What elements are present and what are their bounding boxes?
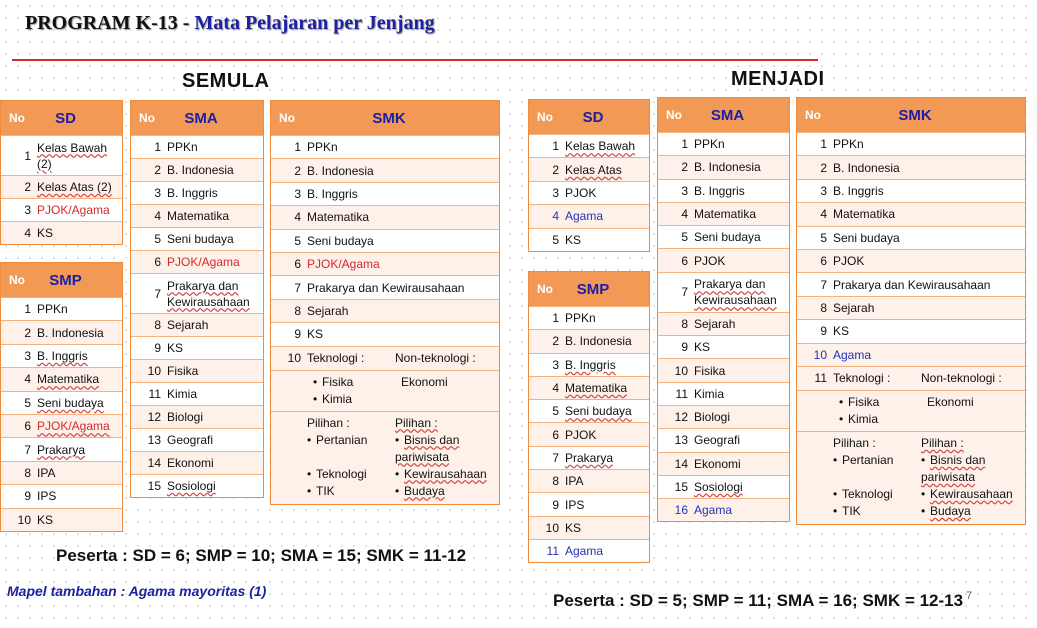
table-row: 12 Biologi bbox=[658, 405, 789, 428]
table-menjadi-sma: No SMA 1 PPKn 2 B. Indonesia 3 B. Inggris 4 Matematika 5 Seni budaya 6 PJOK 7 Prakarya dan Kewirausahaan 8 Sejarah 9 KS 10 Fisika 11 Kimia 12 Biologi 13 Geografi 14 Ekonomi 15 Sosiologi 16 Agama bbox=[657, 97, 790, 522]
table-title: SMA bbox=[710, 106, 745, 124]
table-row: 1 PPKn bbox=[658, 132, 789, 155]
table-row: 11 Kimia bbox=[658, 382, 789, 405]
table-row: 8 Sejarah bbox=[271, 299, 499, 322]
table-menjadi-smp: No SMP 1 PPKn 2 B. Indonesia 3 B. Inggris 4 Matematika 5 Seni budaya 6 PJOK 7 Prakarya 8 IPA 9 IPS 10 KS 11 Agama bbox=[528, 271, 650, 563]
heading-semula: SEMULA bbox=[182, 70, 270, 92]
teknologi-group: 10 Teknologi : Non-teknologi : • Fisika Ekonomi • Kimia Pilihan : Pilihan : • Pertanian • Bisnis dan pariwisata • Teknologi • Kewirausahaan • TIK • Budaya bbox=[271, 346, 499, 504]
table-row: 1 PPKn bbox=[1, 297, 122, 320]
table-row: 8 Sejarah bbox=[658, 312, 789, 335]
table-row: 3 B. Inggris bbox=[1, 344, 122, 367]
table-row: 2 Kelas Atas (2) bbox=[1, 175, 122, 198]
table-row: 13 Geografi bbox=[658, 428, 789, 451]
table-title: SD bbox=[582, 108, 604, 126]
page-title bbox=[25, 12, 435, 35]
table-row: 10 Fisika bbox=[131, 359, 263, 382]
table-row: 4 Matematika bbox=[1, 367, 122, 390]
table-semula-smp: No SMP 1 PPKn 2 B. Indonesia 3 B. Inggris 4 Matematika 5 Seni budaya 6 PJOK/Agama 7 Prakarya 8 IPA 9 IPS 10 KS bbox=[0, 262, 123, 532]
table-row: 2 B. Indonesia bbox=[271, 158, 499, 181]
table-row: 6 PJOK/Agama bbox=[271, 252, 499, 275]
table-row: 3 B. Inggris bbox=[529, 353, 649, 376]
table-row: 9 KS bbox=[658, 335, 789, 358]
table-row: 5 Seni budaya bbox=[131, 227, 263, 250]
table-row: 10 Agama bbox=[797, 343, 1025, 366]
title-divider bbox=[12, 59, 818, 61]
table-row: 5 Seni budaya bbox=[658, 225, 789, 248]
table-row: 6 PJOK bbox=[529, 422, 649, 445]
table-row: 6 PJOK/Agama bbox=[131, 250, 263, 273]
table-row: 14 Ekonomi bbox=[658, 452, 789, 475]
table-row: 1 PPKn bbox=[271, 135, 499, 158]
table-row: 2 B. Indonesia bbox=[529, 329, 649, 352]
table-row: 3 B. Inggris bbox=[658, 179, 789, 202]
table-row: 14 Ekonomi bbox=[131, 451, 263, 474]
table-row: 15 Sosiologi bbox=[131, 474, 263, 497]
table-row: 7 Prakarya bbox=[1, 437, 122, 460]
table-menjadi-sd: No SD 1 Kelas Bawah 2 Kelas Atas 3 PJOK 4 Agama 5 KS bbox=[528, 99, 650, 252]
table-row: 1 PPKn bbox=[131, 135, 263, 158]
table-row: 4 Agama bbox=[529, 204, 649, 227]
table-row: 4 Matematika bbox=[131, 204, 263, 227]
table-title: SMK bbox=[372, 109, 406, 127]
table-semula-sd bbox=[0, 100, 123, 245]
table-row: 9 KS bbox=[271, 322, 499, 345]
table-row: 4 KS bbox=[1, 221, 122, 244]
table-row: 10 KS bbox=[1, 508, 122, 531]
table-row: 12 Biologi bbox=[131, 405, 263, 428]
title-main: PROGRAM K-13 - bbox=[25, 12, 195, 34]
mapel-tambahan: Mapel tambahan : Agama mayoritas (1) bbox=[7, 583, 267, 599]
table-title: SMA bbox=[184, 109, 218, 127]
table-row: 2 Kelas Atas bbox=[529, 157, 649, 180]
col-no: No bbox=[9, 111, 25, 125]
table-title: SD bbox=[55, 109, 76, 127]
table-row: 2 B. Indonesia bbox=[1, 320, 122, 343]
table-row: 5 KS bbox=[529, 228, 649, 251]
table-row: 4 Matematika bbox=[271, 205, 499, 228]
table-title: SMP bbox=[576, 280, 610, 298]
table-row: 6 PJOK bbox=[658, 248, 789, 271]
table-row: 16 Agama bbox=[658, 498, 789, 521]
table-row: 1 PPKn bbox=[797, 132, 1025, 155]
table-row: 6 PJOK/Agama bbox=[1, 414, 122, 437]
table-row: 9 IPS bbox=[529, 492, 649, 515]
peserta-semula: Peserta : SD = 6; SMP = 10; SMA = 15; SMK = 11-12 bbox=[56, 546, 467, 565]
table-row: 7 Prakarya dan Kewirausahaan bbox=[797, 272, 1025, 295]
table-row: 4 Matematika bbox=[658, 202, 789, 225]
peserta-menjadi: Peserta : SD = 5; SMP = 11; SMA = 16; SMK = 12-13 bbox=[553, 591, 964, 610]
table-row: 4 Matematika bbox=[529, 376, 649, 399]
table-row: 3 PJOK bbox=[529, 181, 649, 204]
table-row: 5 Seni budaya bbox=[271, 229, 499, 252]
table-row: 9 KS bbox=[797, 319, 1025, 342]
table-row: 2 B. Indonesia bbox=[658, 155, 789, 178]
table-row: 1 PPKn bbox=[529, 306, 649, 329]
table-row: 5 Seni budaya bbox=[1, 391, 122, 414]
table-row: 3 B. Inggris bbox=[271, 182, 499, 205]
title-sub: Mata Pelajaran per Jenjang bbox=[194, 12, 435, 34]
table-row: 8 Sejarah bbox=[131, 313, 263, 336]
table-row: 11 Kimia bbox=[131, 382, 263, 405]
table-row: 8 IPA bbox=[1, 461, 122, 484]
table-row: 8 Sejarah bbox=[797, 296, 1025, 319]
table-row: 3 B. Inggris bbox=[131, 181, 263, 204]
table-row: 2 B. Indonesia bbox=[131, 158, 263, 181]
table-title: SMK bbox=[898, 106, 932, 124]
table-row: 4 Matematika bbox=[797, 202, 1025, 225]
page-number: 7 bbox=[966, 590, 973, 602]
table-menjadi-smk: No SMK 1 PPKn 2 B. Indonesia 3 B. Inggris 4 Matematika 5 Seni budaya 6 PJOK 7 Prakarya dan Kewirausahaan 8 Sejarah 9 KS 10 Agama 11 Teknologi : Non-teknologi : • Fisika Ekonomi • Kimia Pilihan : Pilihan : • Pertanian • Bisnis dan pariwisata • Teknologi • Kewirausahaan • TIK • Budaya bbox=[796, 97, 1026, 525]
table-row: 2 B. Indonesia bbox=[797, 155, 1025, 178]
table-row: 1 Kelas Bawah (2) bbox=[1, 135, 122, 175]
table-row: 11 Agama bbox=[529, 539, 649, 562]
table-semula-smk: No SMK 1 PPKn 2 B. Indonesia 3 B. Inggris 4 Matematika 5 Seni budaya 6 PJOK/Agama 7 Prakarya dan Kewirausahaan 8 Sejarah 9 KS 10 Teknologi : Non-teknologi : • Fisika Ekonomi • Kimia Pilihan : Pilihan : • Pertanian • Bisnis dan pariwisata • Teknologi • Kewirausahaan • TIK • Budaya bbox=[270, 100, 500, 505]
table-row: 10 KS bbox=[529, 516, 649, 539]
table-row: 7 Prakarya bbox=[529, 446, 649, 469]
table-row: 7 Prakarya dan Kewirausahaan bbox=[271, 275, 499, 298]
table-row: 3 B. Inggris bbox=[797, 179, 1025, 202]
table-row: 13 Geografi bbox=[131, 428, 263, 451]
table-row: 15 Sosiologi bbox=[658, 475, 789, 498]
teknologi-group: 11 Teknologi : Non-teknologi : • Fisika Ekonomi • Kimia Pilihan : Pilihan : • Pertanian • Bisnis dan pariwisata • Teknologi • Kewirausahaan • TIK • Budaya bbox=[797, 366, 1025, 524]
table-row: 1 Kelas Bawah bbox=[529, 134, 649, 157]
table-row: 7 Prakarya dan Kewirausahaan bbox=[658, 272, 789, 312]
table-row: 6 PJOK bbox=[797, 249, 1025, 272]
table-row: 7 Prakarya dan Kewirausahaan bbox=[131, 273, 263, 313]
table-row: 10 Fisika bbox=[658, 358, 789, 381]
table-row: 5 Seni budaya bbox=[797, 226, 1025, 249]
table-row: 5 Seni budaya bbox=[529, 399, 649, 422]
table-title: SMP bbox=[49, 271, 82, 289]
table-row: 9 KS bbox=[131, 336, 263, 359]
heading-menjadi: MENJADI bbox=[731, 68, 825, 90]
table-row: 3 PJOK/Agama bbox=[1, 198, 122, 221]
table-row: 9 IPS bbox=[1, 484, 122, 507]
table-row: 8 IPA bbox=[529, 469, 649, 492]
table-semula-sma: No SMA 1 PPKn 2 B. Indonesia 3 B. Inggris 4 Matematika 5 Seni budaya 6 PJOK/Agama 7 Prakarya dan Kewirausahaan 8 Sejarah 9 KS 10 Fisika 11 Kimia 12 Biologi 13 Geografi 14 Ekonomi 15 Sosiologi bbox=[130, 100, 264, 498]
